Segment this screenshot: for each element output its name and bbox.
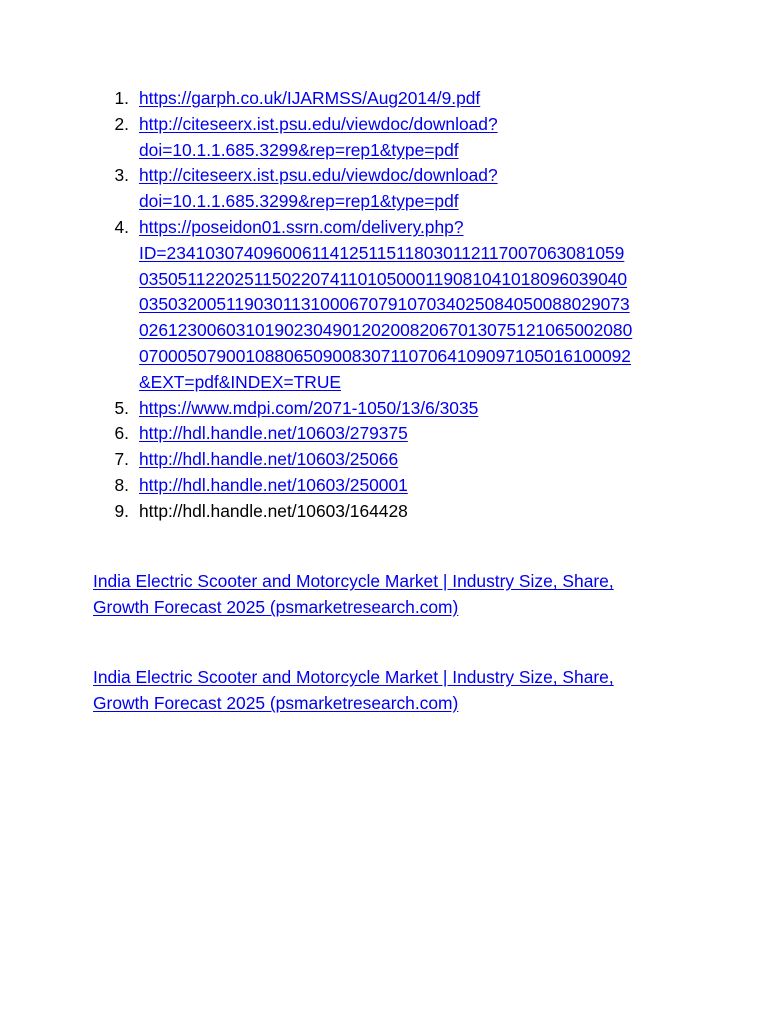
reference-number: 9.: [114, 500, 129, 521]
reference-number: 2.: [114, 113, 129, 134]
market-research-link-2[interactable]: [93, 665, 693, 717]
reference-item-6: [104, 421, 684, 447]
reference-item-7: [104, 447, 684, 473]
reference-item-9: [104, 499, 684, 525]
market-link-line: India Electric Scooter and Motorcycle Market | Industry Size, Share,: [93, 667, 614, 687]
market-link-line: Growth Forecast 2025 (psmarketresearch.com): [93, 692, 459, 713]
market-link-line: Growth Forecast 2025 (psmarketresearch.com): [93, 596, 459, 617]
reference-list: [104, 86, 684, 525]
reference-link-line: https://poseidon01.ssrn.com/delivery.php?: [139, 216, 464, 237]
reference-number: 7.: [114, 449, 129, 470]
reference-link-7[interactable]: [139, 449, 398, 469]
reference-item-4: [104, 215, 684, 396]
reference-link-line: &EXT=pdf&INDEX=TRUE: [139, 371, 341, 392]
reference-link-line: https://garph.co.uk/IJARMSS/Aug2014/9.pdf: [139, 88, 481, 108]
reference-text-9: http://hdl.handle.net/10603/164428: [139, 500, 408, 521]
reference-link-5[interactable]: [139, 398, 478, 418]
reference-link-line: http://citeseerx.ist.psu.edu/viewdoc/download?: [139, 113, 498, 134]
reference-item-5: [104, 396, 684, 422]
reference-link-line: http://citeseerx.ist.psu.edu/viewdoc/download?: [139, 165, 498, 186]
reference-link-line: https://www.mdpi.com/2071-1050/13/6/3035: [139, 397, 479, 418]
reference-link-line: http://hdl.handle.net/10603/25066: [139, 449, 399, 470]
reference-number: 8.: [114, 474, 129, 495]
reference-link-6[interactable]: [139, 423, 408, 443]
reference-link-line: doi=10.1.1.685.3299&rep=rep1&type=pdf: [139, 139, 459, 160]
reference-link-line: http://hdl.handle.net/10603/279375: [139, 423, 408, 444]
reference-link-line: 070005079001088065090083071107064109097105016100092: [139, 345, 631, 366]
reference-item-1: [104, 86, 684, 112]
reference-link-line: 035032005119030113100067079107034025084050088029073: [139, 294, 630, 315]
reference-link-3[interactable]: [139, 165, 498, 211]
reference-link-8[interactable]: [139, 475, 408, 495]
reference-number: 3.: [114, 165, 129, 186]
reference-number: 5.: [114, 397, 129, 418]
market-link-line: India Electric Scooter and Motorcycle Market | Industry Size, Share,: [93, 571, 614, 591]
reference-number: 1.: [114, 88, 129, 108]
reference-link-2[interactable]: [139, 114, 498, 160]
reference-item-3: [104, 163, 684, 215]
market-research-link-1[interactable]: [93, 569, 693, 621]
reference-link-1[interactable]: [139, 88, 480, 108]
reference-link-line: 026123006031019023049012020082067013075121065002080: [139, 320, 633, 341]
reference-item-2: [104, 112, 684, 164]
reference-link-line: ID=234103074096006114125115118030112117007063081059: [139, 242, 625, 263]
reference-item-8: [104, 473, 684, 499]
reference-number: 4.: [114, 216, 129, 237]
reference-link-line: 035051122025115022074110105000119081041018096039040: [139, 268, 628, 289]
reference-link-line: doi=10.1.1.685.3299&rep=rep1&type=pdf: [139, 191, 459, 212]
reference-link-line: http://hdl.handle.net/10603/250001: [139, 474, 408, 495]
reference-number: 6.: [114, 423, 129, 444]
reference-link-4[interactable]: [139, 217, 632, 392]
